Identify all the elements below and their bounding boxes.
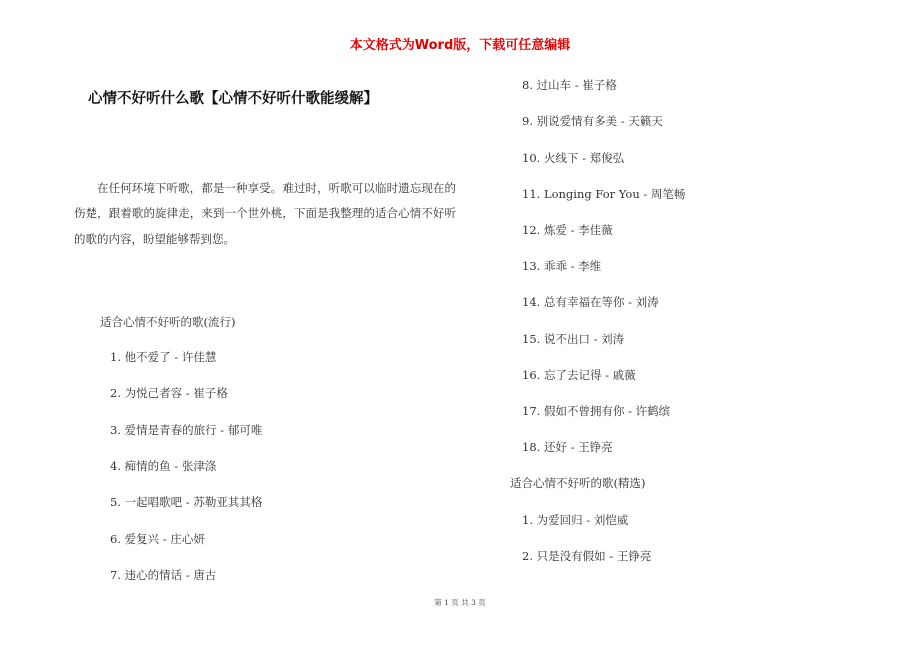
song-item: 13. 乖乖 - 李维 [522,259,602,273]
song-item: 7. 违心的情话 - 唐古 [110,568,217,582]
section-heading-selected: 适合心情不好听的歌(精选) [510,476,646,490]
song-item: 2. 为悦己者容 - 崔子格 [110,386,228,400]
song-item: 15. 说不出口 - 刘涛 [522,332,625,346]
song-item: 4. 痴情的鱼 - 张津涤 [110,459,217,473]
song-item: 17. 假如不曾拥有你 - 许鹤缤 [522,404,671,418]
song-item: 3. 爱情是青春的旅行 - 郁可唯 [110,423,263,437]
section-heading-pop: 适合心情不好听的歌(流行) [100,315,236,329]
song-item: 1. 为爱回归 - 刘恺威 [522,513,629,527]
song-item: 6. 爱复兴 - 庄心妍 [110,532,205,546]
song-item: 1. 他不爱了 - 许佳慧 [110,350,217,364]
song-item: 16. 忘了去记得 - 戚薇 [522,368,636,382]
song-item: 12. 炼爱 - 李佳薇 [522,223,613,237]
song-item: 11. Longing For You - 周笔畅 [522,187,686,201]
song-item: 18. 还好 - 王铮亮 [522,440,613,454]
song-item: 10. 火线下 - 郑俊弘 [522,151,625,165]
song-item: 9. 别说爱情有多美 - 天籁天 [522,114,663,128]
intro-paragraph: 在任何环境下听歌，都是一种享受。难过时，听歌可以临时遗忘现在的伤楚，跟着歌的旋律走，来到一个世外桃，下面是我整理的适合心情不好听的歌的内容，盼望能够帮到您。 [74,180,456,246]
song-item: 5. 一起唱歌吧 - 苏勒亚其其格 [110,495,263,509]
song-item: 14. 总有幸福在等你 - 刘涛 [522,295,659,309]
page-number-footer: 第 1 页 共 3 页 [434,598,486,607]
word-format-banner: 本文格式为Word版，下载可任意编辑 [349,38,571,53]
song-item: 2. 只是没有假如 - 王铮亮 [522,549,652,563]
song-item: 8. 过山车 - 崔子格 [522,78,617,92]
page-title: 心情不好听什么歌【心情不好听什歌能缓解】 [88,91,378,107]
